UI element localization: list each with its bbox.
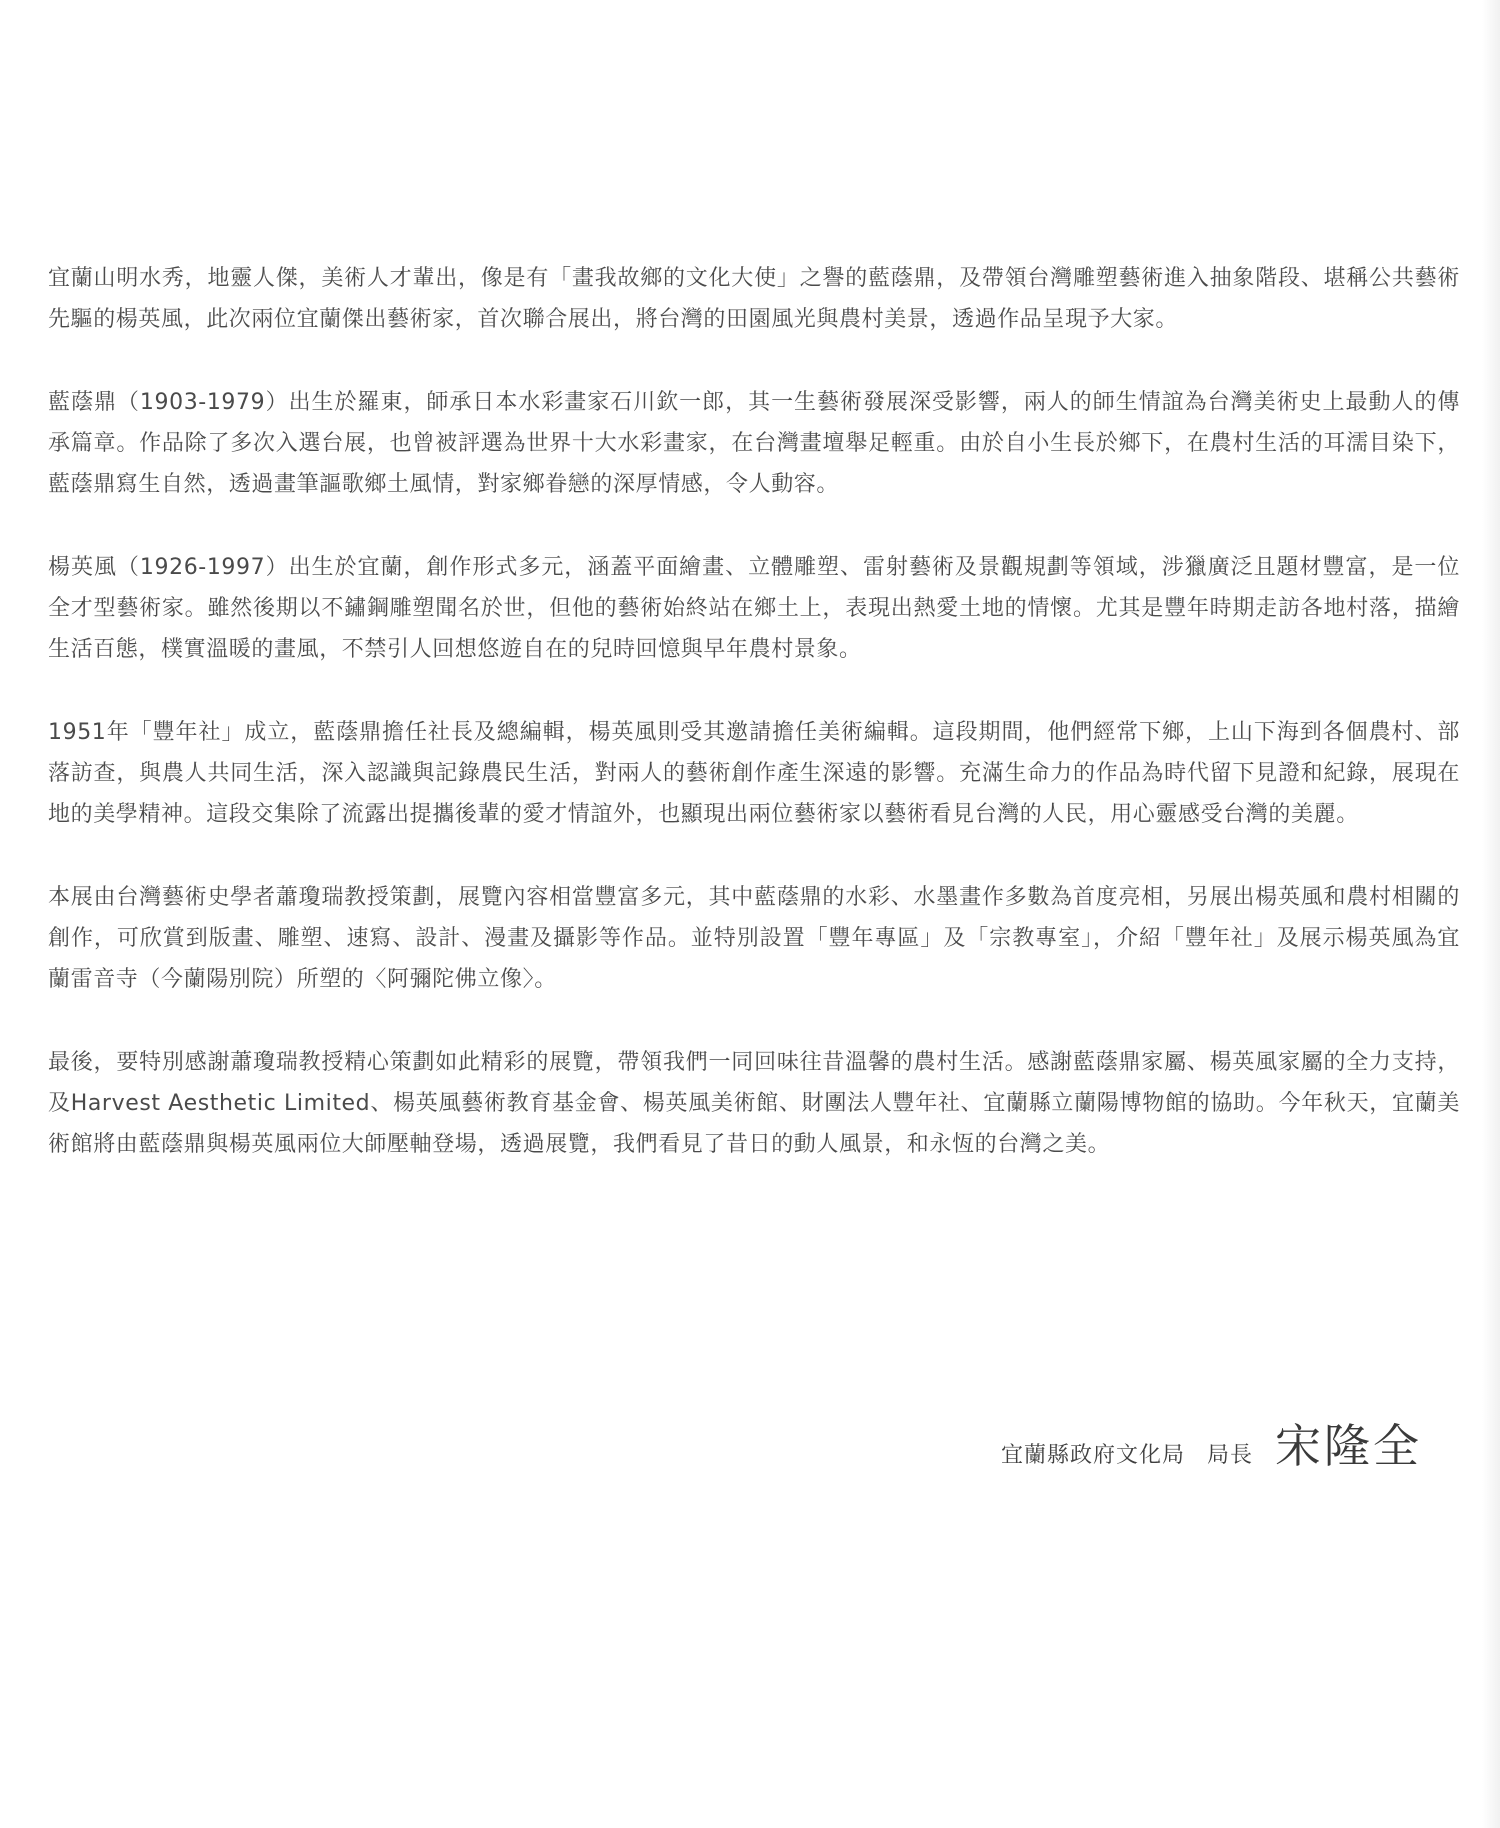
paragraph-exhibition: 本展由台灣藝術史學者蕭瓊瑞教授策劃，展覽內容相當豐富多元，其中藍蔭鼎的水彩、水墨畫作多數為首度亮相，另展出楊英風和農村相關的創作，可欣賞到版畫、雕塑、速寫、設計、漫畫及攝影等作品。並特別設置「豐年專區」及「宗教專室」，介紹「豐年社」及展示楊英風為宜蘭雷音寺（今蘭陽別院）所塑的〈阿彌陀佛立像〉。 xyxy=(48,885,1460,992)
paragraph-harvest-society: 1951年「豐年社」成立，藍蔭鼎擔任社長及總編輯，楊英風則受其邀請擔任美術編輯。這段期間，他們經常下鄉，上山下海到各個農村、部落訪查，與農人共同生活，深入認識與記錄農民生活，對兩人的藝術創作產生深遠的影響。充滿生命力的作品為時代留下見證和紀錄，展現在地的美學精神。這段交集除了流露出提攜後輩的愛才情誼外，也顯現出兩位藝術家以藝術看見台灣的人民，用心靈感受台灣的美麗。 xyxy=(48,720,1460,827)
page-edge-shadow xyxy=(1482,0,1500,1828)
paragraph-acknowledgements: 最後，要特別感謝蕭瓊瑞教授精心策劃如此精彩的展覽，帶領我們一同回味往昔溫馨的農村生活。感謝藍蔭鼎家屬、楊英風家屬的全力支持，及Harvest Aesthetic Limited、楊英風藝術教育基金會、楊英風美術館、財團法人豐年社、宜蘭縣立蘭陽博物館的協助。今年秋天，宜蘭美術館將由藍蔭鼎與楊英風兩位大師壓軸登場，透過展覽，我們看見了昔日的動人風景，和永恆的台灣之美。 xyxy=(48,1050,1460,1157)
signature-block xyxy=(1001,1410,1422,1476)
paragraph-yang-ying-feng: 楊英風（1926-1997）出生於宜蘭，創作形式多元，涵蓋平面繪畫、立體雕塑、雷射藝術及景觀規劃等領域，涉獵廣泛且題材豐富，是一位全才型藝術家。雖然後期以不鏽鋼雕塑聞名於世，但他的藝術始終站在鄉土上，表現出熱愛土地的情懷。尤其是豐年時期走訪各地村落，描繪生活百態，樸實溫暖的畫風，不禁引人回想悠遊自在的兒時回憶與早年農村景象。 xyxy=(48,555,1460,662)
paragraph-lan-yin-ding: 藍蔭鼎（1903-1979）出生於羅東，師承日本水彩畫家石川欽一郎，其一生藝術發展深受影響，兩人的師生情誼為台灣美術史上最動人的傳承篇章。作品除了多次入選台展，也曾被評選為世界十大水彩畫家，在台灣畫壇舉足輕重。由於自小生長於鄉下，在農村生活的耳濡目染下，藍蔭鼎寫生自然，透過畫筆謳歌鄉土風情，對家鄉眷戀的深厚情感，令人動容。 xyxy=(48,390,1460,497)
signature-title: 局長 xyxy=(1206,1443,1253,1468)
paragraph-intro: 宜蘭山明水秀，地靈人傑，美術人才輩出，像是有「畫我故鄉的文化大使」之譽的藍蔭鼎，及帶領台灣雕塑藝術進入抽象階段、堪稱公共藝術先驅的楊英風，此次兩位宜蘭傑出藝術家，首次聯合展出，將台灣的田園風光與農村美景，透過作品呈現予大家。 xyxy=(48,266,1460,332)
signature-organization: 宜蘭縣政府文化局 xyxy=(1000,1443,1185,1468)
signature-name: 宋隆全 xyxy=(1275,1419,1422,1473)
preface-body xyxy=(48,258,1460,1207)
